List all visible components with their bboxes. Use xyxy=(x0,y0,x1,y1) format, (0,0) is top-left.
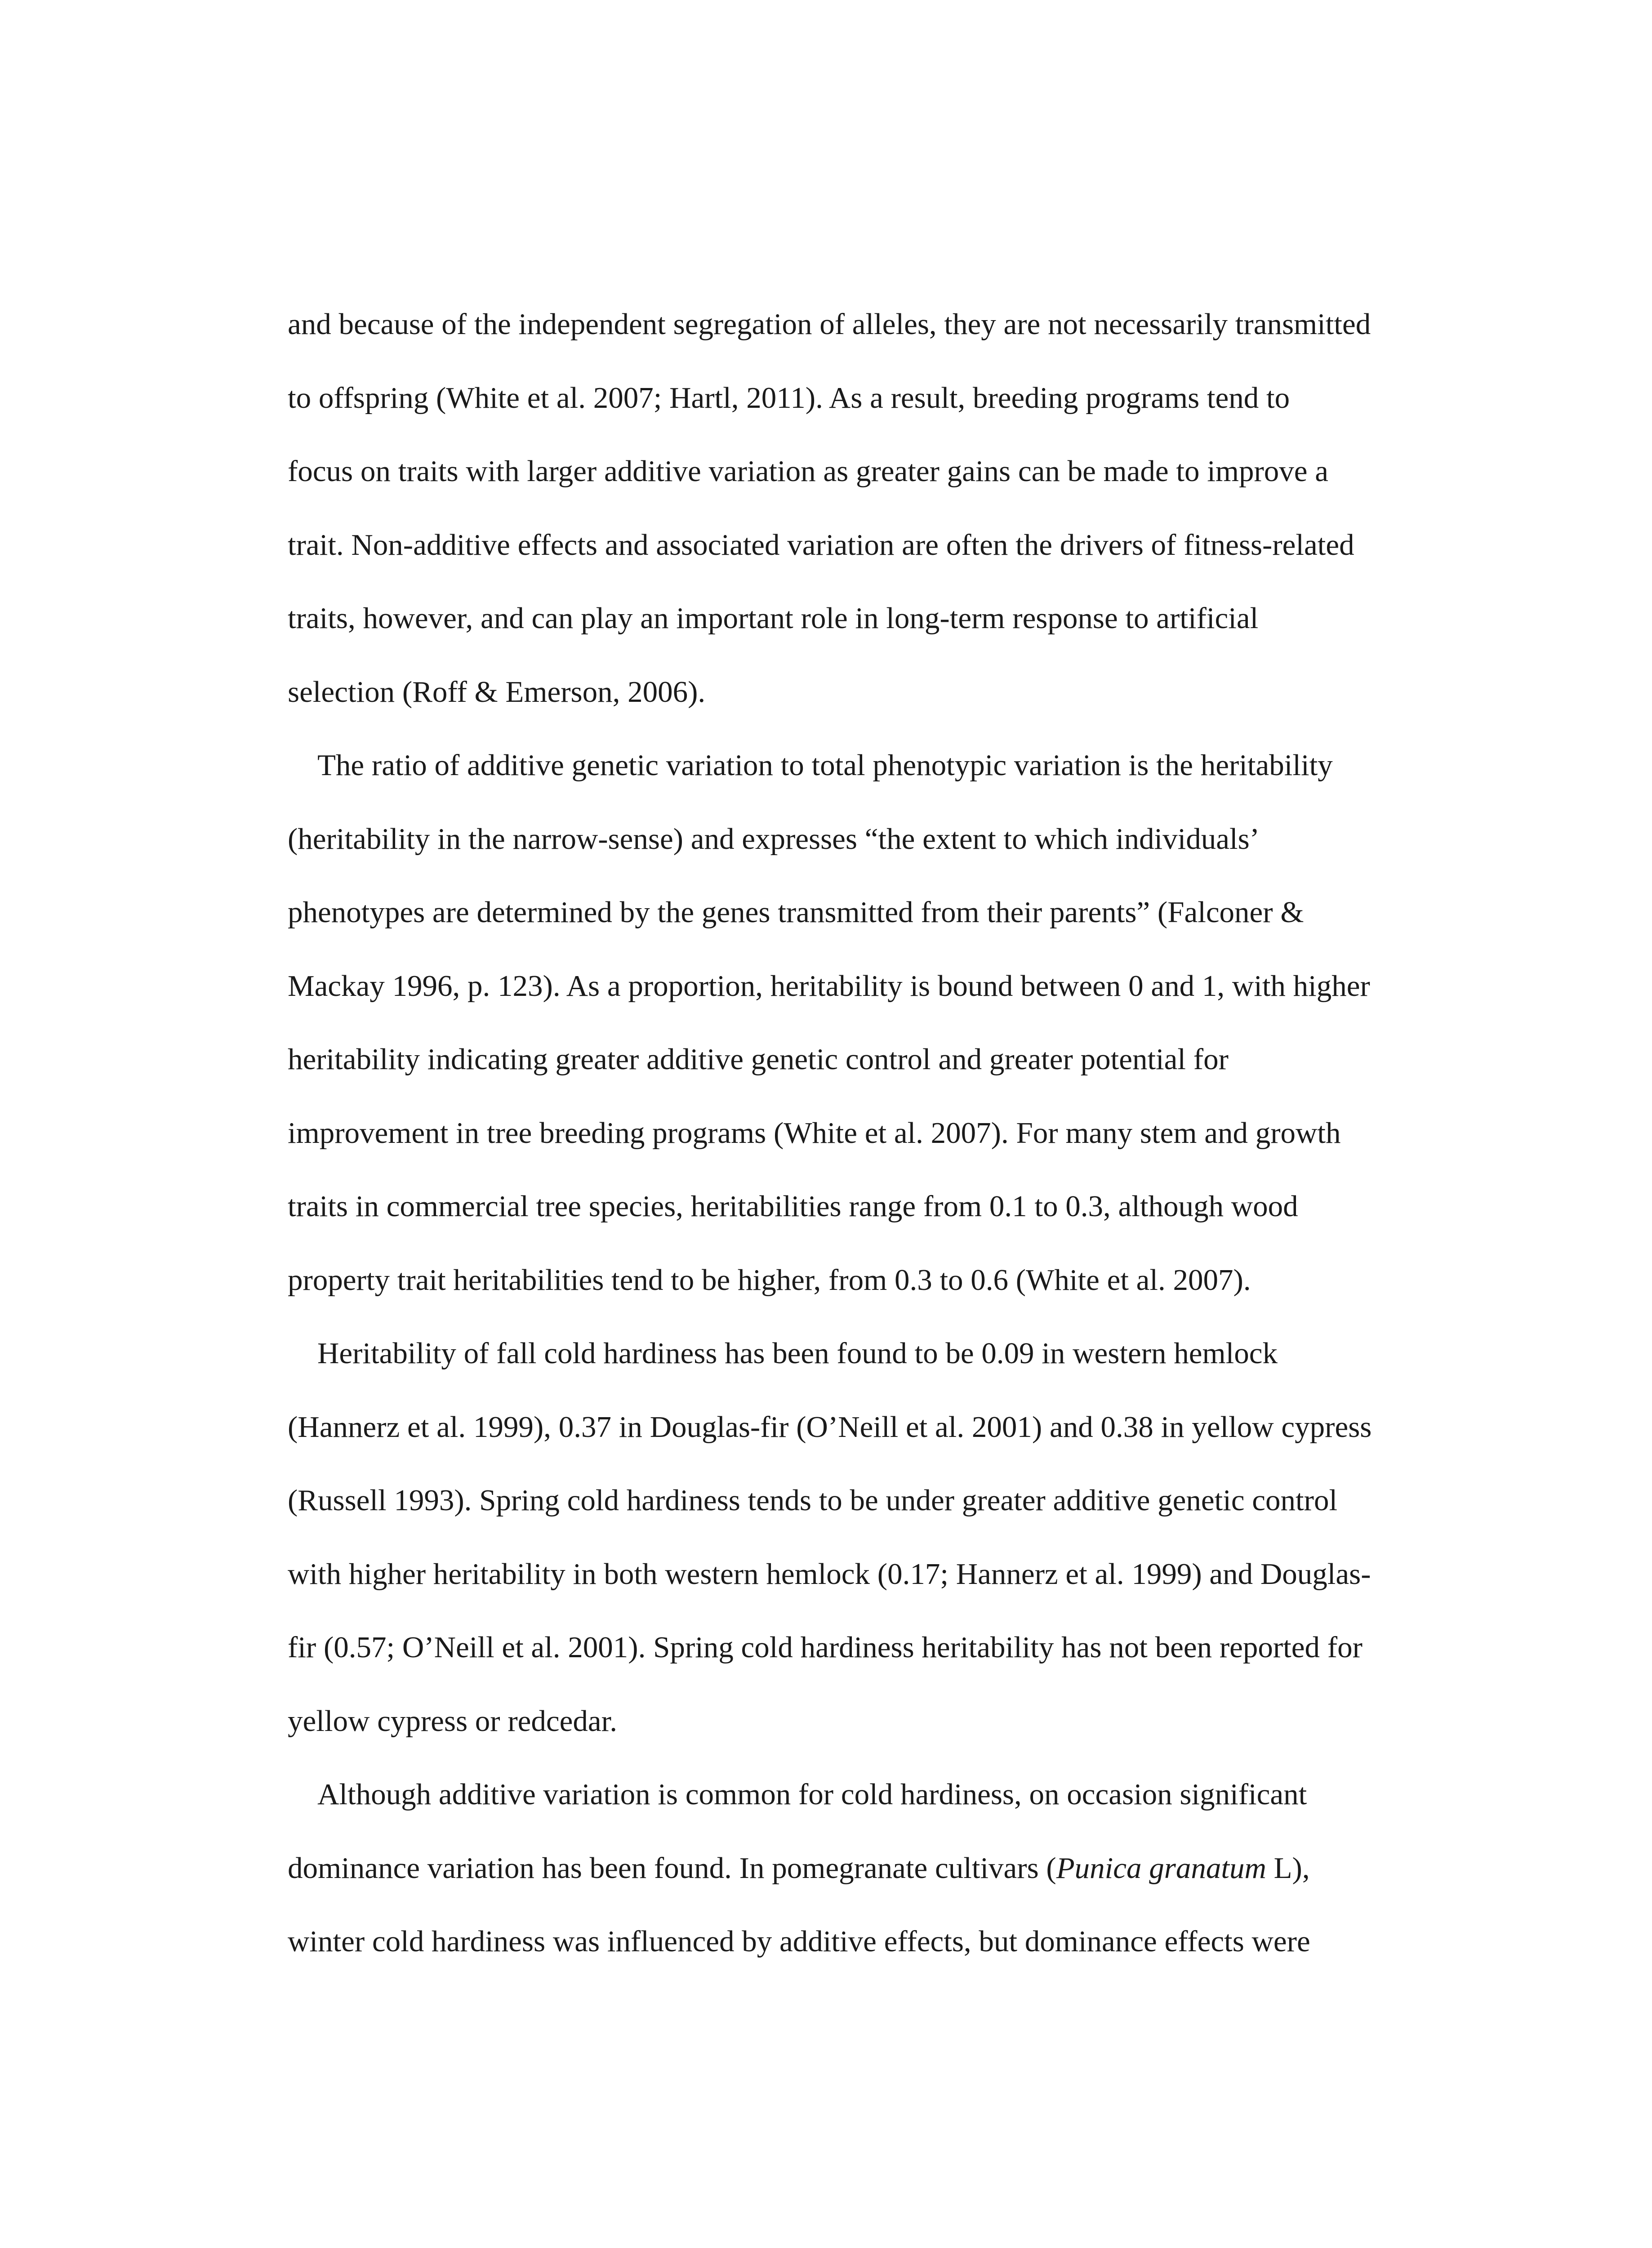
text-segment: L), xyxy=(1266,1851,1310,1885)
text-line: Mackay 1996, p. 123). As a proportion, heritability is bound between 0 and 1, with higher xyxy=(288,969,1370,1003)
text-line: trait. Non-additive effects and associated variation are often the drivers of fitness-related xyxy=(288,528,1354,562)
text-line: (heritability in the narrow-sense) and expresses “the extent to which individuals’ xyxy=(288,822,1260,856)
text-line: improvement in tree breeding programs (White et al. 2007). For many stem and growth xyxy=(288,1116,1341,1150)
text-line: focus on traits with larger additive variation as greater gains can be made to improve a xyxy=(288,455,1329,488)
species-name-italic: Punica granatum xyxy=(1056,1851,1266,1885)
text-line: Although additive variation is common for cold hardiness, on occasion significant xyxy=(317,1778,1307,1811)
text-segment: dominance variation has been found. In pomegranate cultivars ( xyxy=(288,1851,1056,1885)
text-line: The ratio of additive genetic variation to total phenotypic variation is the heritability xyxy=(317,749,1333,782)
text-line: with higher heritability in both western hemlock (0.17; Hannerz et al. 1999) and Douglas- xyxy=(288,1557,1371,1591)
text-line: traits, however, and can play an important role in long-term response to artificial xyxy=(288,602,1259,635)
text-line: Heritability of fall cold hardiness has been found to be 0.09 in western hemlock xyxy=(317,1337,1278,1370)
text-line: yellow cypress or redcedar. xyxy=(288,1704,617,1738)
text-line: (Hannerz et al. 1999), 0.37 in Douglas-fir (O’Neill et al. 2001) and 0.38 in yellow cypress xyxy=(288,1410,1372,1444)
text-line-mixed xyxy=(288,1832,1447,1905)
text-line: and because of the independent segregation of alleles, they are not necessarily transmitted xyxy=(288,308,1371,341)
text-line: winter cold hardiness was influenced by additive effects, but dominance effects were xyxy=(288,1925,1310,1958)
text-line: to offspring (White et al. 2007; Hartl, 2011). As a result, breeding programs tend to xyxy=(288,381,1290,415)
text-line: traits in commercial tree species, heritabilities range from 0.1 to 0.3, although wood xyxy=(288,1190,1298,1223)
text-line: (Russell 1993). Spring cold hardiness tends to be under greater additive genetic control xyxy=(288,1484,1338,1517)
body-text xyxy=(288,288,1447,1979)
text-line: selection (Roff & Emerson, 2006). xyxy=(288,675,706,709)
text-line: fir (0.57; O’Neill et al. 2001). Spring cold hardiness heritability has not been reported for xyxy=(288,1631,1363,1664)
text-line: property trait heritabilities tend to be higher, from 0.3 to 0.6 (White et al. 2007). xyxy=(288,1263,1251,1297)
text-line: heritability indicating greater additive genetic control and greater potential for xyxy=(288,1043,1229,1076)
text-line: phenotypes are determined by the genes transmitted from their parents” (Falconer & xyxy=(288,896,1304,929)
